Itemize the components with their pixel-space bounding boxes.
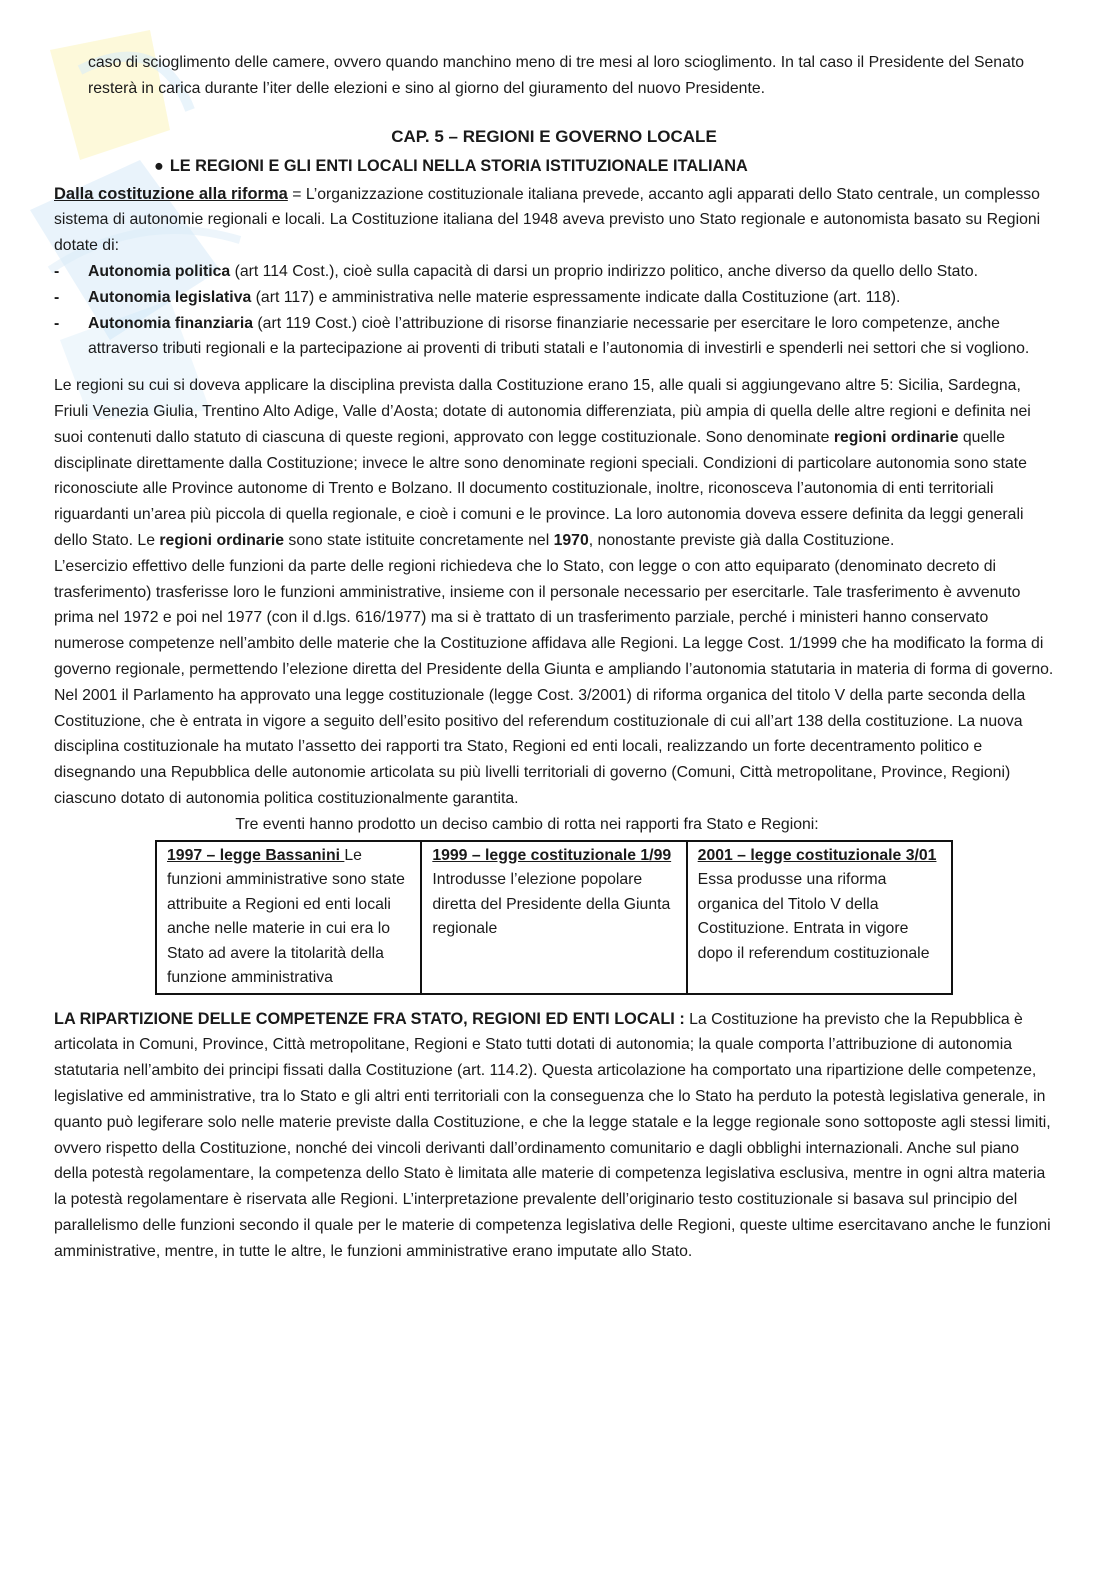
regions-emphasis: regioni ordinarie (833, 428, 959, 446)
list-item (54, 285, 1054, 311)
document-page (54, 50, 1054, 1264)
autonomy-text: (art 117) e amministrativa nelle materie espressamente indicate dalla Costituzione (art. 118). (251, 288, 901, 306)
regions-emphasis: regioni ordinarie (159, 531, 285, 549)
intro-paragraph: caso di scioglimento delle camere, ovvero quando manchino meno di tre mesi al loro scioglimento. In tal caso il Presidente del Senato resterà in carica durante l’iter delle elezioni e sino al giorno del giuramento del nuovo Presidente. (88, 54, 1025, 97)
ripartizione-heading: LA RIPARTIZIONE DELLE COMPETENZE FRA STATO, REGIONI ED ENTI LOCALI : (54, 1009, 685, 1028)
bullet-icon: ● (154, 156, 164, 175)
table-intro: Tre eventi hanno prodotto un deciso cambio di rotta nei rapporti fra Stato e Regioni: (235, 815, 819, 833)
table-cell (156, 841, 421, 994)
lead-paragraph (54, 182, 1054, 259)
regions-text: Le regioni su cui si doveva applicare la disciplina prevista dalla Costituzione erano 15, alle quali si aggiungevano altre 5: Sicilia, Sardegna, Friuli Venezia Giulia, Trentino Alto Adige, Valle d’Aosta; dotate di autonomia differenziata, più ampia di quella delle altre regioni e definita nei suoi contenuti dallo statuto di ciascuna di queste regioni, approvato con legge costituzionale. Sono denominate (54, 377, 1031, 446)
event-text: Introdusse l’elezione popolare diretta del Presidente della Giunta regionale (432, 871, 671, 938)
dash-icon: - (54, 262, 60, 280)
table-cell (421, 841, 686, 994)
event-text: Essa produsse una riforma organica del Titolo V della Costituzione. Entrata in vigore dopo il referendum costituzionale (697, 871, 930, 962)
list-item (54, 311, 1054, 363)
section-heading-text: LE REGIONI E GLI ENTI LOCALI NELLA STORIA ISTITUZIONALE ITALIANA (169, 156, 748, 175)
chapter-title: CAP. 5 – REGIONI E GOVERNO LOCALE (391, 126, 717, 146)
autonomy-list (54, 259, 1054, 362)
autonomy-term: Autonomia politica (88, 262, 231, 280)
transfer-paragraph: L’esercizio effettivo delle funzioni da parte delle regioni richiedeva che lo Stato, con legge o con atto equiparato (denominato decreto di trasferimento) trasferisse loro le funzioni amministrative, insieme con il personale necessario per esercitarle. Tale trasferimento è avvenuto prima nel 1972 e poi nel 1977 (con il d.lgs. 616/1977) ma si è trattato di un trasferimento parziale, perché i ministeri hanno conservato numerose competenze nell’ambito delle materie che la Costituzione affidava alle Regioni. La legge Cost. 1/1999 che ha modificato la forma di governo regionale, permettendo l’elezione diretta del Presidente della Giunta e ampliando l’autonomia statutaria in materia di forma di governo. Nel 2001 il Parlamento ha approvato una legge costituzionale (legge Cost. 3/2001) di riforma organica del titolo V della parte seconda della Costituzione, che è entrata in vigore a seguito dell’esito positivo del referendum costituzionale di cui all’art 138 della costituzione. La nuova disciplina costituzionale ha mutato l’assetto dei rapporti tra Stato, Regioni ed enti locali, realizzando un forte decentramento politico e disegnando una Repubblica delle autonomie articolata su più livelli territoriali di governo (Comuni, Città metropolitane, Province, Regioni) ciascuno dotato di autonomia politica costituzionalmente garantita. (54, 557, 1054, 807)
section-heading (154, 150, 1054, 182)
table-row (156, 841, 952, 994)
event-title: 2001 – legge costituzionale 3/01 (697, 846, 937, 864)
events-table (155, 840, 953, 995)
lead-title: Dalla costituzione alla riforma (54, 184, 288, 203)
regions-text: , nonostante previste già dalla Costituzione. (588, 531, 895, 549)
ripartizione-paragraph (54, 1007, 1054, 1265)
event-title: 1997 – legge Bassanini (167, 846, 345, 864)
autonomy-text: (art 119 Cost.) cioè l’attribuzione di risorse finanziarie necessarie per esercitare le loro competenze, anche attraverso tributi regionali e la partecipazione ai proventi di tributi statali e l’autonomia di investirli e spenderli nei settori che si vogliono. (88, 314, 1030, 358)
regions-paragraph (54, 373, 1054, 554)
event-text: Le funzioni amministrative sono state attribuite a Regioni ed enti locali anche nelle materie in cui era lo Stato ad avere la titolarità della funzione amministrativa (167, 846, 405, 987)
lead-text: = L’organizzazione costituzionale italiana prevede, accanto agli apparati dello Stato centrale, un complesso sistema di autonomie regionali e locali. La Costituzione italiana del 1948 aveva previsto uno Stato regionale e autonomista basato su Regioni dotate di: (54, 185, 1041, 255)
regions-text: quelle disciplinate direttamente dalla Costituzione; invece le altre sono denominate regioni speciali. Condizioni di particolare autonomia sono state riconosciute alle Province autonome di Trento e Bolzano. Il documento costituzionale, inoltre, riconosceva l’autonomia di enti territoriali riguardanti un’area più piccola di quella regionale, e cioè i comuni e le province. La loro autonomia doveva essere definita da leggi generali dello Stato. Le (54, 428, 1027, 549)
regions-text: sono state istituite concretamente nel (284, 531, 554, 549)
table-cell (687, 841, 952, 994)
autonomy-term: Autonomia legislativa (88, 288, 252, 306)
event-title: 1999 – legge costituzionale 1/99 (432, 846, 672, 864)
regions-emphasis: 1970 (553, 531, 589, 549)
ripartizione-text: La Costituzione ha previsto che la Repubblica è articolata in Comuni, Province, Città metropolitane, Regioni e Stato tutti dotati di autonomia; la quale comporta l’attribuzione di autonomia statutaria nell’ambito dei principi fissati dalla Costituzione (art. 114.2). Questa articolazione ha comportato una ripartizione delle competenze, legislative ed amministrative, tra lo Stato e gli altri enti territoriali con la conseguenza che lo Stato ha perduto la potestà legislativa generale, in quanto può legiferare solo nelle materie previste dalla Costituzione, e che la legge statale e la legge regionale sono sottoposte agli stessi limiti, ovvero rispetto della Costituzione, nonché dei vincoli derivanti dall’ordinamento comunitario e dagli obblighi internazionali. Anche sul piano della potestà regolamentare, la competenza dello Stato è limitata alle materie di competenza legislativa esclusiva, mentre in ogni altra materia la potestà regolamentare è riservata alle Regioni. L’interpretazione prevalente dell’originario testo costituzionale si basava sul principio del parallelismo delle funzioni secondo il quale per le materie di competenza legislativa delle Regioni, queste ultime esercitavano anche le funzioni amministrative, mentre, in tutte le altre, le funzioni amministrative erano imputate allo Stato. (54, 1010, 1051, 1260)
list-item (54, 259, 1054, 285)
autonomy-term: Autonomia finanziaria (88, 314, 254, 332)
autonomy-text: (art 114 Cost.), cioè sulla capacità di darsi un proprio indirizzo politico, anche diverso da quello dello Stato. (230, 262, 979, 280)
dash-icon: - (54, 314, 60, 332)
dash-icon: - (54, 288, 60, 306)
